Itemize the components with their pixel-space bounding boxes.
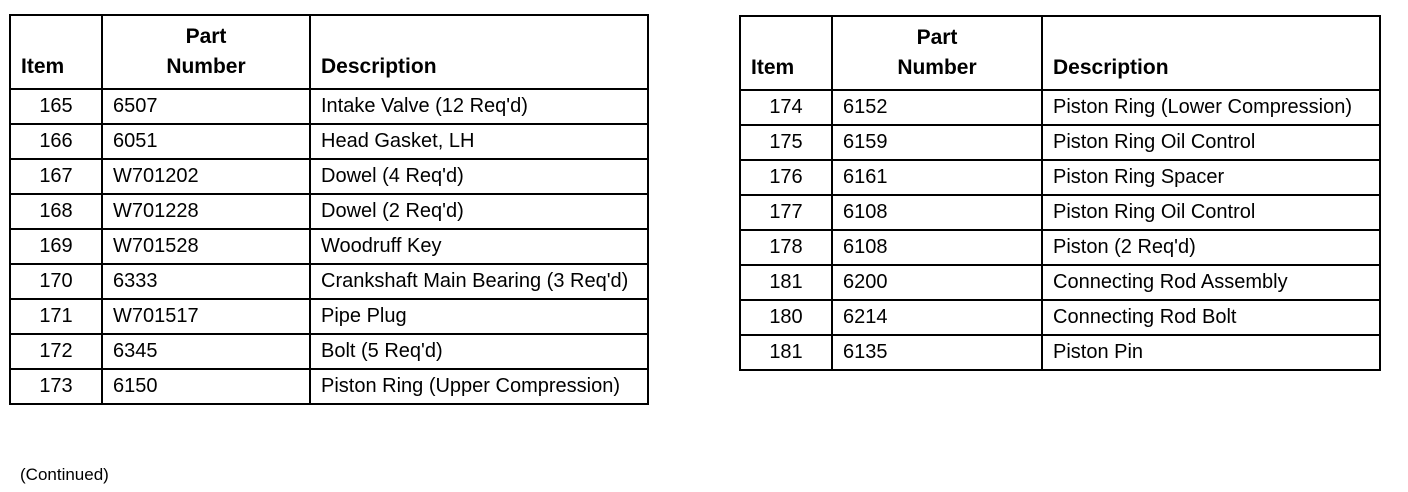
description-cell: Piston Ring Spacer bbox=[1042, 160, 1380, 195]
description-cell: Connecting Rod Bolt bbox=[1042, 300, 1380, 335]
part-number-cell: 6214 bbox=[832, 300, 1042, 335]
parts-table-left-body bbox=[10, 89, 648, 404]
table-row bbox=[10, 159, 648, 194]
table-row bbox=[10, 369, 648, 404]
item-cell: 178 bbox=[740, 230, 832, 265]
description-column-header: Description bbox=[310, 15, 648, 89]
table-row bbox=[10, 124, 648, 159]
item-column-header: Item bbox=[740, 16, 832, 90]
description-column-header: Description bbox=[1042, 16, 1380, 90]
part-number-column-header: Part Number bbox=[102, 15, 310, 89]
item-cell: 180 bbox=[740, 300, 832, 335]
table-row bbox=[740, 160, 1380, 195]
table-row bbox=[740, 230, 1380, 265]
item-cell: 181 bbox=[740, 335, 832, 370]
item-cell: 176 bbox=[740, 160, 832, 195]
table-row bbox=[740, 265, 1380, 300]
parts-table-left bbox=[9, 14, 649, 405]
item-cell: 166 bbox=[10, 124, 102, 159]
table-row bbox=[10, 194, 648, 229]
table-row bbox=[10, 89, 648, 124]
item-cell: 175 bbox=[740, 125, 832, 160]
description-cell: Crankshaft Main Bearing (3 Req'd) bbox=[310, 264, 648, 299]
item-cell: 169 bbox=[10, 229, 102, 264]
item-cell: 170 bbox=[10, 264, 102, 299]
part-number-cell: 6159 bbox=[832, 125, 1042, 160]
description-cell: Dowel (4 Req'd) bbox=[310, 159, 648, 194]
item-cell: 177 bbox=[740, 195, 832, 230]
item-cell: 172 bbox=[10, 334, 102, 369]
item-column-header: Item bbox=[10, 15, 102, 89]
item-cell: 167 bbox=[10, 159, 102, 194]
description-cell: Piston Ring (Lower Compression) bbox=[1042, 90, 1380, 125]
part-number-cell: 6135 bbox=[832, 335, 1042, 370]
table-row bbox=[10, 229, 648, 264]
part-number-cell: W701517 bbox=[102, 299, 310, 334]
part-number-cell: 6333 bbox=[102, 264, 310, 299]
part-number-cell: 6152 bbox=[832, 90, 1042, 125]
part-number-cell: W701528 bbox=[102, 229, 310, 264]
item-cell: 173 bbox=[10, 369, 102, 404]
header-row bbox=[740, 16, 1380, 90]
continued-note: (Continued) bbox=[20, 465, 109, 484]
parts-table-right bbox=[739, 15, 1381, 371]
description-cell: Piston (2 Req'd) bbox=[1042, 230, 1380, 265]
part-number-cell: 6108 bbox=[832, 230, 1042, 265]
part-number-cell: 6150 bbox=[102, 369, 310, 404]
table-row bbox=[10, 299, 648, 334]
table-row bbox=[10, 334, 648, 369]
part-number-cell: 6161 bbox=[832, 160, 1042, 195]
header-row bbox=[10, 15, 648, 89]
item-cell: 171 bbox=[10, 299, 102, 334]
part-number-cell: 6345 bbox=[102, 334, 310, 369]
table-row bbox=[10, 264, 648, 299]
description-cell: Piston Ring Oil Control bbox=[1042, 195, 1380, 230]
description-cell: Piston Ring (Upper Compression) bbox=[310, 369, 648, 404]
table-row bbox=[740, 335, 1380, 370]
item-cell: 181 bbox=[740, 265, 832, 300]
part-number-cell: W701202 bbox=[102, 159, 310, 194]
description-cell: Dowel (2 Req'd) bbox=[310, 194, 648, 229]
description-cell: Woodruff Key bbox=[310, 229, 648, 264]
table-row bbox=[740, 195, 1380, 230]
description-cell: Piston Pin bbox=[1042, 335, 1380, 370]
table-row bbox=[740, 300, 1380, 335]
description-cell: Bolt (5 Req'd) bbox=[310, 334, 648, 369]
item-cell: 165 bbox=[10, 89, 102, 124]
part-number-cell: 6200 bbox=[832, 265, 1042, 300]
part-number-cell: W701228 bbox=[102, 194, 310, 229]
description-cell: Pipe Plug bbox=[310, 299, 648, 334]
table-row bbox=[740, 90, 1380, 125]
table-row bbox=[740, 125, 1380, 160]
part-number-cell: 6108 bbox=[832, 195, 1042, 230]
item-cell: 168 bbox=[10, 194, 102, 229]
parts-table-right-body bbox=[740, 90, 1380, 370]
description-cell: Head Gasket, LH bbox=[310, 124, 648, 159]
description-cell: Piston Ring Oil Control bbox=[1042, 125, 1380, 160]
part-number-cell: 6507 bbox=[102, 89, 310, 124]
item-cell: 174 bbox=[740, 90, 832, 125]
description-cell: Intake Valve (12 Req'd) bbox=[310, 89, 648, 124]
part-number-column-header: Part Number bbox=[832, 16, 1042, 90]
description-cell: Connecting Rod Assembly bbox=[1042, 265, 1380, 300]
part-number-cell: 6051 bbox=[102, 124, 310, 159]
